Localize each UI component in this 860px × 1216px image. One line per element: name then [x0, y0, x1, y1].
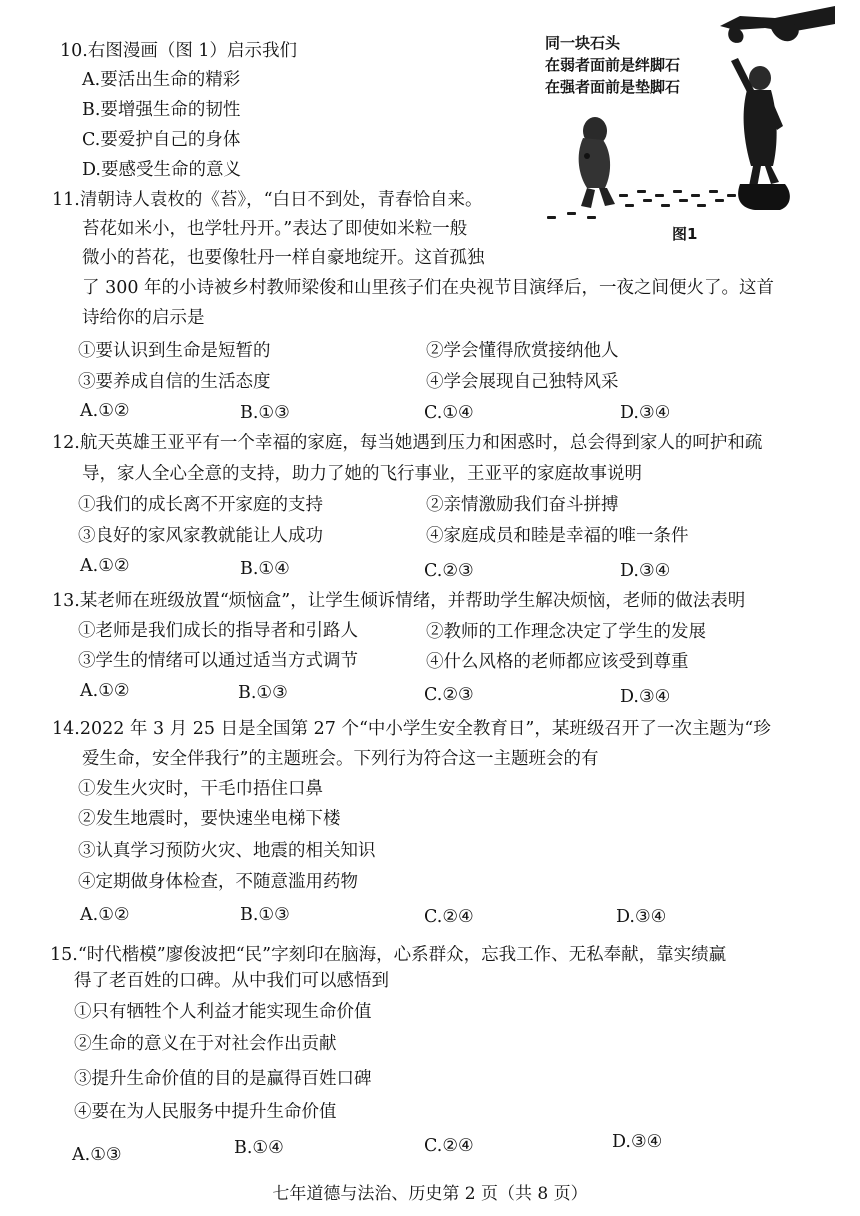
page-footer: 七年道德与法治、历史第 2 页（共 8 页）	[272, 1184, 588, 1204]
q13-choice-c: C.②③	[424, 685, 474, 705]
q10-stem: 10.右图漫画（图 1）启示我们	[60, 41, 298, 61]
q13-stem-line-1: 13.某老师在班级放置“烦恼盒”，让学生倾诉情绪，并帮助学生解决烦恼，老师的做法表明	[52, 591, 746, 611]
q10-option-b: B.要增强生命的韧性	[82, 100, 241, 120]
cartoon-caption-line-3: 在强者面前是垫脚石	[545, 78, 681, 96]
q13-item-2: ②教师的工作理念决定了学生的发展	[426, 622, 706, 642]
q12-item-2: ②亲情激励我们奋斗拼搏	[426, 495, 619, 515]
q15-item-2: ②生命的意义在于对社会作出贡献	[74, 1034, 337, 1054]
q14-stem-line-2: 爱生命，安全伴我行”的主题班会。下列行为符合这一主题班会的有	[82, 749, 599, 769]
q12-item-4: ④家庭成员和睦是幸福的唯一条件	[426, 526, 689, 546]
q14-item-1: ①发生火灾时，干毛巾捂住口鼻	[78, 779, 323, 799]
q12-choice-a: A.①②	[80, 556, 130, 576]
q10-option-c: C.要爱护自己的身体	[82, 130, 241, 150]
q15-item-1: ①只有牺牲个人利益才能实现生命价值	[74, 1002, 372, 1022]
q14-choice-b: B.①③	[240, 905, 290, 925]
q12-item-1: ①我们的成长离不开家庭的支持	[78, 495, 323, 515]
cartoon-figure	[535, 6, 835, 246]
q12-choice-b: B.①④	[240, 559, 290, 579]
q11-stem-line-4: 了 300 年的小诗被乡村教师梁俊和山里孩子们在央视节目演绎后，一夜之间便火了。这首	[82, 278, 775, 298]
q13-choice-a: A.①②	[80, 681, 130, 701]
q11-stem-line-3: 微小的苔花，也要像牡丹一样自豪地绽开。这首孤独	[82, 248, 485, 268]
q15-choice-a: A.①③	[72, 1145, 122, 1165]
q14-choice-a: A.①②	[80, 905, 130, 925]
q12-choice-c: C.②③	[424, 561, 474, 581]
q12-stem-line-2: 导，家人全心全意的支持，助力了她的飞行事业，王亚平的家庭故事说明	[82, 464, 642, 484]
figure-label: 图1	[672, 225, 698, 243]
q11-stem-line-5: 诗给你的启示是	[82, 308, 205, 328]
q14-stem-line-1: 14.2022 年 3 月 25 日是全国第 27 个“中小学生安全教育日”，某班级召开了一次主题为“珍	[52, 719, 771, 739]
q10-option-a: A.要活出生命的精彩	[82, 70, 241, 90]
q15-item-4: ④要在为人民服务中提升生命价值	[74, 1102, 337, 1122]
q11-choice-c: C.①④	[424, 403, 474, 423]
q13-choice-d: D.③④	[620, 687, 671, 707]
q14-choice-c: C.②④	[424, 907, 474, 927]
q11-stem-line-1: 11.清朝诗人袁枚的《苔》，“白日不到处，青春恰自来。	[52, 190, 483, 210]
q15-choice-d: D.③④	[612, 1132, 663, 1152]
q14-item-3: ③认真学习预防火灾、地震的相关知识	[78, 841, 376, 861]
q15-item-3: ③提升生命价值的目的是赢得百姓口碑	[74, 1069, 372, 1089]
q15-choice-c: C.②④	[424, 1136, 474, 1156]
q14-item-2: ②发生地震时，要快速坐电梯下楼	[78, 809, 341, 829]
q11-choice-a: A.①②	[80, 401, 130, 421]
q10-option-d: D.要感受生命的意义	[82, 160, 241, 180]
q13-item-1: ①老师是我们成长的指导者和引路人	[78, 621, 358, 641]
q11-stem-line-2: 苔花如米小，也学牡丹开。”表达了即使如米粒一般	[82, 219, 468, 239]
q13-item-3: ③学生的情绪可以通过适当方式调节	[78, 651, 358, 671]
q14-choice-d: D.③④	[616, 907, 667, 927]
q13-choice-b: B.①③	[238, 683, 288, 703]
q15-stem-line-2: 得了老百姓的口碑。从中我们可以感悟到	[74, 971, 389, 991]
q11-item-3: ③要养成自信的生活态度	[78, 372, 271, 392]
q15-stem-line-1: 15.“时代楷模”廖俊波把“民”字刻印在脑海，心系群众，忘我工作、无私奉献，靠实绩赢	[50, 945, 727, 965]
q12-stem-line-1: 12.航天英雄王亚平有一个幸福的家庭，每当她遇到压力和困惑时，总会得到家人的呵护和疏	[52, 433, 763, 453]
cartoon-caption-line-1: 同一块石头	[545, 34, 621, 52]
q11-choice-d: D.③④	[620, 403, 671, 423]
cartoon-caption-line-2: 在弱者面前是绊脚石	[545, 56, 681, 74]
q14-item-4: ④定期做身体检查，不随意滥用药物	[78, 872, 358, 892]
q12-choice-d: D.③④	[620, 561, 671, 581]
q12-item-3: ③良好的家风家教就能让人成功	[78, 526, 323, 546]
q11-item-2: ②学会懂得欣赏接纳他人	[426, 341, 619, 361]
q13-item-4: ④什么风格的老师都应该受到尊重	[426, 652, 689, 672]
q11-item-1: ①要认识到生命是短暂的	[78, 341, 271, 361]
q11-choice-b: B.①③	[240, 403, 290, 423]
q11-item-4: ④学会展现自己独特风采	[426, 372, 619, 392]
q15-choice-b: B.①④	[234, 1138, 284, 1158]
